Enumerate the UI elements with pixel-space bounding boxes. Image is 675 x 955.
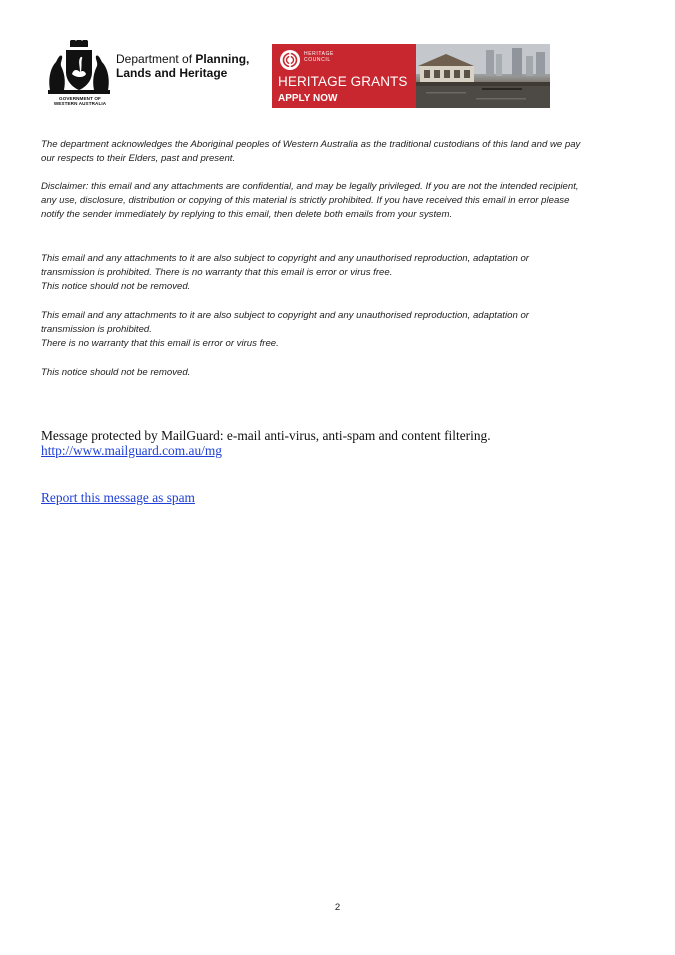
copyright-2-line-2: transmission is prohibited.: [41, 323, 152, 335]
copyright-notice-2: [41, 309, 637, 350]
report-spam-link[interactable]: Report this message as spam: [41, 490, 195, 505]
banner-title: HERITAGE GRANTS: [278, 74, 408, 89]
disclaimer-line-3: notify the sender immediately by replying to this email, then delete both emails from your system.: [41, 208, 453, 220]
banner-red-panel: [272, 44, 416, 108]
copyright-2-line-1: This email and any attachments to it are also subject to copyright and any unauthorised reproduction, adaptation or: [41, 310, 529, 321]
copyright-2-line-3: There is no warranty that this email is error or virus free.: [41, 337, 279, 349]
final-notice-line: This notice should not be removed.: [41, 367, 191, 378]
heritage-grants-banner[interactable]: [272, 44, 550, 108]
heritage-building-photo-icon: [416, 44, 550, 108]
banner-council-label: [304, 51, 334, 63]
disclaimer-line-2: any use, disclosure, distribution or copying of this material is strictly prohibited. If you have received this email in error please: [41, 194, 570, 206]
copyright-1-line-3: This notice should not be removed.: [41, 280, 191, 292]
crest-caption-line1: GOVERNMENT OF: [59, 96, 101, 101]
banner-council-line2: COUNCIL: [304, 57, 331, 63]
crest-caption: [44, 96, 116, 106]
email-header: [44, 40, 564, 112]
disclaimer-notice: [41, 180, 637, 221]
banner-council-line1: HERITAGE: [304, 51, 334, 57]
crest-emblem-icon: [44, 40, 114, 96]
page-number: 2: [334, 902, 341, 913]
copyright-1-line-1: This email and any attachments to it are also subject to copyright and any unauthorised reproduction, adaptation or: [41, 253, 529, 264]
apply-now-link[interactable]: APPLY NOW: [278, 93, 338, 104]
disclaimer-line-1: Disclaimer: this email and any attachments are confidential, and may be legally privileged. If you are not the intended recipient,: [41, 181, 579, 192]
mailguard-message: Message protected by MailGuard: e-mail anti-virus, anti-spam and content filtering.: [41, 428, 491, 443]
dept-name-prefix: Department of: [116, 52, 196, 66]
department-name: [116, 52, 276, 80]
copyright-1-line-2: transmission is prohibited. There is no warranty that this email is error or virus free.: [41, 266, 393, 278]
dept-name-planning: Planning,: [195, 52, 250, 66]
final-notice: [41, 366, 637, 380]
wa-government-crest: [44, 40, 114, 110]
heritage-council-logo-icon: [280, 50, 300, 70]
crest-caption-line2: WESTERN AUSTRALIA: [53, 101, 107, 106]
mailguard-url-link[interactable]: http://www.mailguard.com.au/mg: [41, 443, 222, 458]
banner-heritage-photo: [416, 44, 550, 108]
acknowledgement-line-2: our respects to their Elders, past and present.: [41, 152, 236, 164]
copyright-notice-1: [41, 252, 637, 293]
acknowledgement-line-1: The department acknowledges the Aboriginal peoples of Western Australia as the traditional custodians of this land and we pay: [41, 139, 581, 150]
dept-name-line2: Lands and Heritage: [116, 66, 228, 80]
acknowledgement-notice: [41, 138, 637, 166]
